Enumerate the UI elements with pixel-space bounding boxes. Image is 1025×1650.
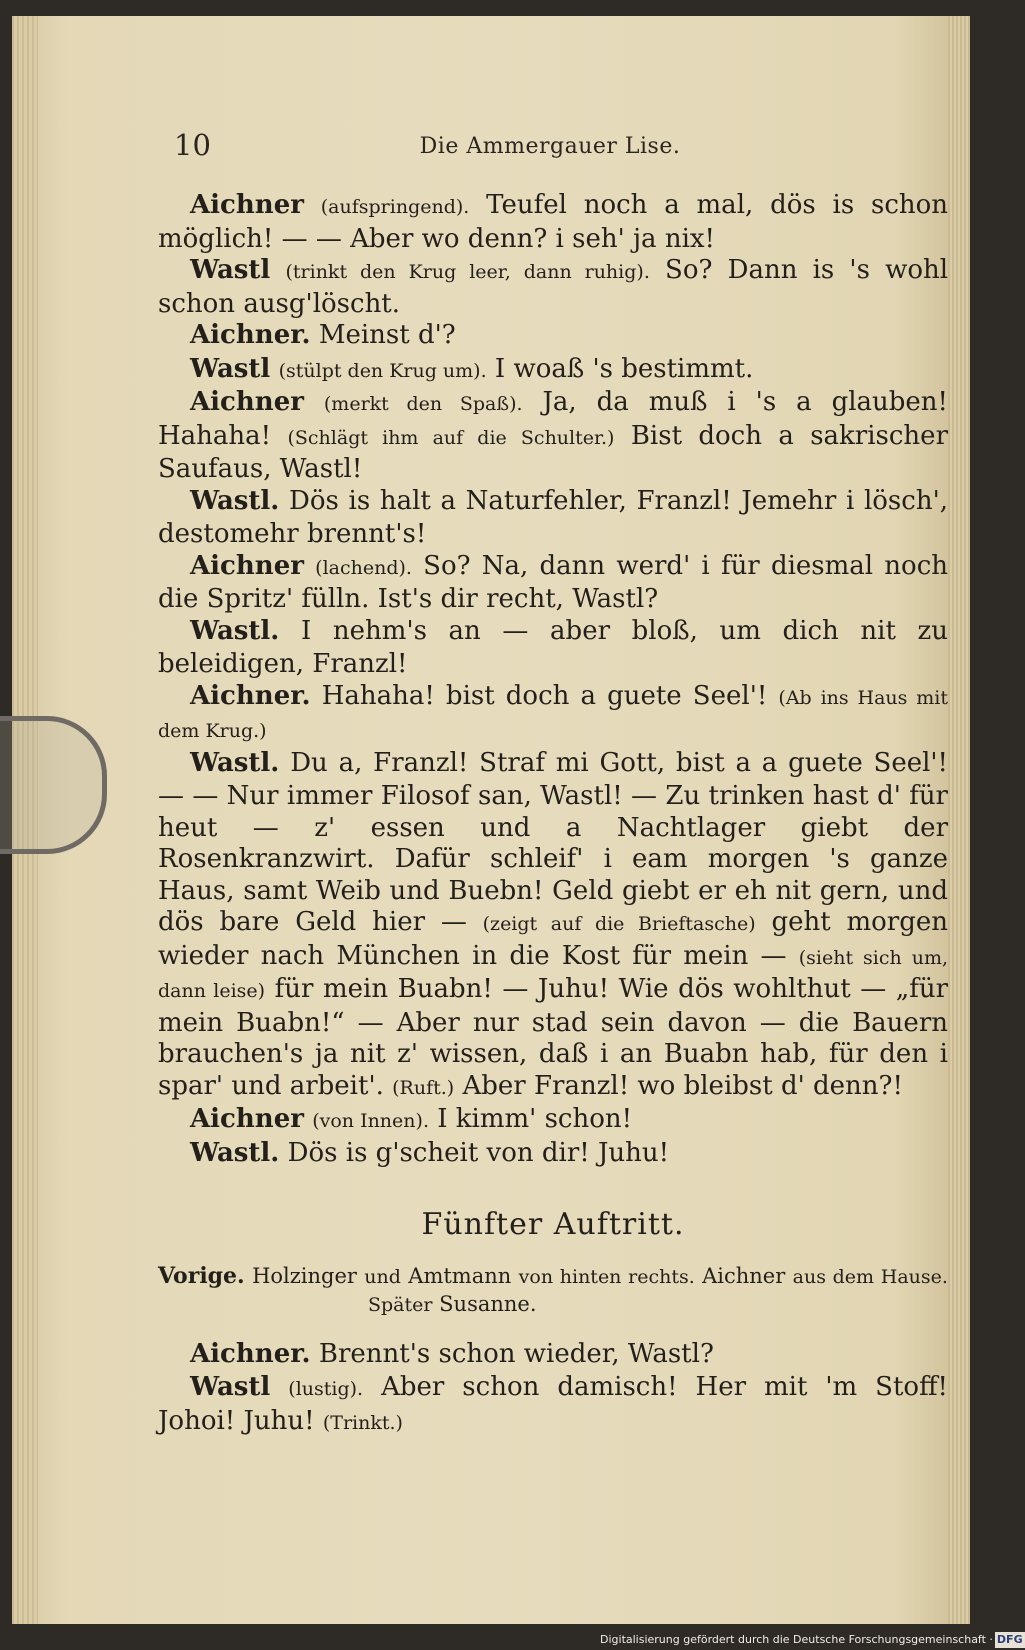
speaker-name: Wastl. — [190, 1137, 280, 1168]
dialogue-text: So? Dann is 's wohl schon ausg'löscht. — [158, 255, 949, 319]
dialogue-text: I nehm's an — aber bloß, um dich nit zu beleidigen, Franzl! — [158, 615, 949, 679]
speaker-name: Aichner — [190, 190, 304, 220]
dialogue-paragraph — [158, 320, 948, 354]
cast-lead: Vorige. — [158, 1262, 245, 1289]
dialogue-paragraph — [158, 1138, 948, 1172]
dialogue-text: Aber Franzl! wo bleibst d' denn?! — [462, 1070, 903, 1101]
dialogue-text: Dös is g'scheit von dir! Juhu! — [287, 1137, 670, 1168]
speaker-name: Aichner — [190, 550, 304, 581]
stage-direction: (Trinkt.) — [322, 1411, 403, 1434]
speaker-name: Aichner. — [190, 320, 311, 350]
dialogue-paragraph — [158, 255, 948, 320]
page-number: 10 — [174, 128, 211, 162]
dialogue-text: I kimm' schon! — [437, 1104, 633, 1134]
speaker-name: Wastl — [190, 1372, 271, 1402]
dialogue-paragraph — [158, 354, 948, 388]
dialogue-text: geht morgen wieder nach München in die Kost für mein — — [158, 907, 949, 971]
running-title: Die Ammergauer Lise. — [419, 134, 681, 159]
cast-name: Holzinger — [252, 1263, 357, 1288]
cast-text: von hinten rechts. — [518, 1265, 695, 1288]
cast-name: Aichner — [702, 1263, 786, 1288]
dialogue-paragraph — [158, 190, 948, 255]
stage-direction: (sieht sich um, dann leise) — [158, 946, 949, 1002]
dialogue-text: Dös is halt a Naturfehler, Franzl! Jemehr i lösch', destomehr brennt's! — [158, 485, 948, 549]
stage-direction: (Schlägt ihm auf die Schulter.) — [287, 426, 615, 449]
speaker-name: Aichner — [190, 1104, 304, 1134]
dialogue-paragraph — [158, 748, 948, 1105]
section-title: Fünfter Auftritt. — [421, 1207, 685, 1242]
page-header — [160, 128, 940, 168]
dialogue-text: Ja, da muß i 's a glauben! Hahaha! — [158, 387, 948, 451]
speaker-name: Wastl — [190, 255, 271, 285]
dialogue-text: Brennt's schon wieder, Wastl? — [318, 1338, 714, 1369]
speaker-name: Aichner. — [190, 1338, 311, 1369]
stage-direction: (lustig). — [288, 1378, 364, 1400]
page-clip — [0, 716, 107, 854]
dialogue-block — [158, 1339, 948, 1440]
cast-text: aus dem Hause. Später — [368, 1265, 948, 1316]
page-text — [158, 190, 948, 1439]
credit-text: Digitalisierung gefördert durch die Deutsche Forschungsgemeinschaft · — [600, 1633, 993, 1646]
stage-direction: (von Innen). — [312, 1110, 429, 1132]
dialogue-text: Meinst d'? — [318, 320, 456, 350]
dialogue-paragraph — [158, 1372, 948, 1439]
stage-direction: (aufspringend). — [320, 196, 470, 218]
speaker-name: Aichner — [190, 387, 304, 417]
dialogue-paragraph — [158, 616, 948, 681]
cast-text: und — [364, 1265, 401, 1288]
cast-list — [158, 1263, 948, 1319]
speaker-name: Wastl. — [190, 747, 280, 778]
speaker-name: Wastl. — [190, 485, 280, 516]
dialogue-text: Du a, Franzl! Straf mi Gott, bist a a guete Seel'! — — Nur immer Filosof san, Wastl! — Zu trinken hast d' für heut — z' essen und a Nachtlager giebt der Rosenkranzwirt. Dafür schleif' i eam morgen 's ganze Haus, samt Weib und Buebn! Geld giebt er eh nit gern, und dös bare Geld hier — — [158, 747, 949, 937]
page-edge — [948, 16, 970, 1624]
speaker-name: Aichner. — [190, 680, 311, 711]
dialogue-text: Teufel noch a mal, dös is schon möglich! — — Aber wo denn? i seh' ja nix! — [158, 190, 949, 254]
dialogue-text: Aber schon damisch! Her mit 'm Stoff! Johoi! Juhu! — [158, 1372, 949, 1436]
digitization-credit — [600, 1632, 1023, 1648]
stage-direction: (lachend). — [315, 556, 412, 579]
dialogue-text: So? Na, dann werd' i für diesmal noch die Spritz' fülln. Ist's dir recht, Wastl? — [158, 550, 949, 614]
stage-direction: (stülpt den Krug um). — [278, 359, 487, 382]
dialogue-paragraph — [158, 387, 948, 486]
dialogue-text: Bist doch a sakrischer Saufaus, Wastl! — [158, 420, 948, 484]
stage-direction: (Ruft.) — [392, 1076, 455, 1099]
cast-name: Susanne. — [439, 1291, 537, 1316]
speaker-name: Wastl — [190, 353, 271, 384]
stage-direction: (merkt den Spaß). — [323, 393, 523, 415]
dialogue-block — [158, 190, 948, 1171]
dialogue-paragraph — [158, 486, 948, 551]
dialogue-paragraph — [158, 681, 948, 748]
dialogue-paragraph — [158, 1339, 948, 1373]
stage-direction: (Ab ins Haus mit dem Krug.) — [158, 686, 949, 742]
cast-name: Amtmann — [408, 1263, 512, 1288]
stage-direction: (zeigt auf die Brieftasche) — [482, 913, 756, 935]
dfg-logo: DFG — [996, 1633, 1023, 1646]
stage-direction: (trinkt den Krug leer, dann ruhig). — [285, 261, 650, 283]
dialogue-text: für mein Buabn! — Juhu! Wie dös wohlthut — „für mein Buabn!“ — Aber nur stad sein davon — die Bauern brauchen's ja nit z' wissen, daß i an Buabn hab, für den i spar' und arbeit'. — [158, 974, 949, 1101]
dialogue-text: I woaß 's bestimmt. — [494, 353, 754, 384]
speaker-name: Wastl. — [190, 615, 280, 646]
dialogue-text: Hahaha! bist doch a guete Seel'! — [321, 680, 768, 711]
dialogue-paragraph — [158, 1104, 948, 1138]
dialogue-paragraph — [158, 551, 948, 616]
